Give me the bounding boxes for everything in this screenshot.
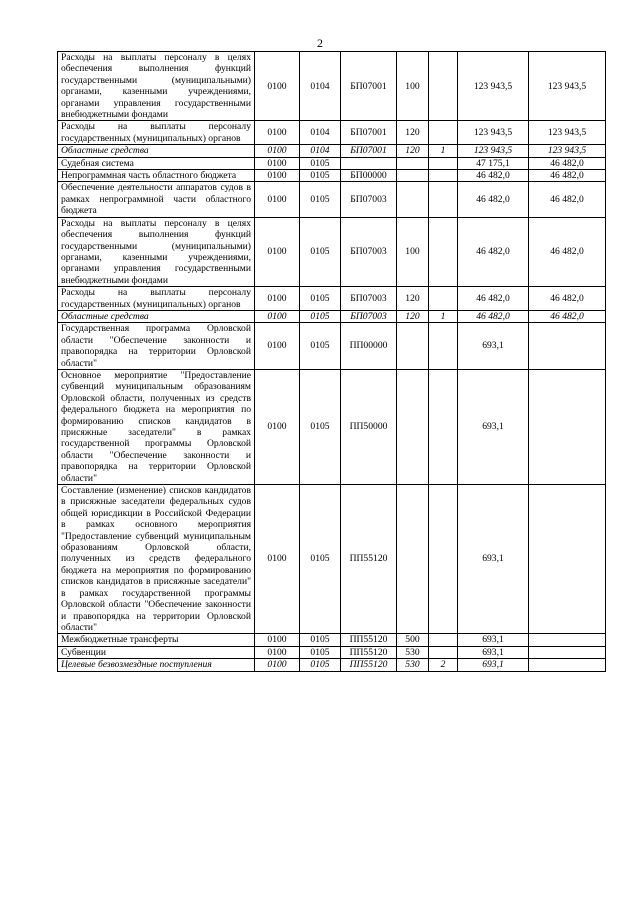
cell-subsection: 0104 [300, 145, 341, 157]
cell-subsection: 0105 [300, 170, 341, 182]
cell-name: Государственная программа Орловской области "Обеспечение законности и правопорядка на территории Орловской области" [58, 323, 255, 370]
cell-funding-source: 1 [429, 310, 458, 322]
cell-target-article: БП00000 [341, 170, 397, 182]
cell-amount-2 [529, 369, 606, 484]
cell-expense-type: 530 [397, 659, 429, 671]
cell-name: Расходы на выплаты персоналу в целях обеспечения выполнения функций государственными (муниципальными) органами, казенными учреждениями, органами управления государственными внебюджетными фондами [58, 217, 255, 286]
cell-target-article: БП07003 [341, 287, 397, 311]
cell-amount-1: 46 482,0 [458, 217, 529, 286]
cell-expense-type [397, 369, 429, 484]
cell-funding-source [429, 287, 458, 311]
cell-subsection: 0105 [300, 182, 341, 217]
cell-funding-source [429, 182, 458, 217]
page-number: 2 [317, 36, 323, 50]
cell-expense-type: 100 [397, 217, 429, 286]
cell-amount-1: 47 175,1 [458, 157, 529, 169]
cell-section: 0100 [255, 121, 300, 145]
cell-amount-2: 46 482,0 [529, 182, 606, 217]
cell-section: 0100 [255, 217, 300, 286]
table-row [58, 182, 606, 217]
cell-name: Межбюджетные трансферты [58, 634, 255, 646]
cell-target-article: ПП55120 [341, 634, 397, 646]
cell-funding-source [429, 121, 458, 145]
cell-target-article: БП07001 [341, 145, 397, 157]
cell-amount-2 [529, 634, 606, 646]
cell-section: 0100 [255, 323, 300, 370]
cell-expense-type [397, 323, 429, 370]
cell-target-article: ПП55120 [341, 485, 397, 634]
cell-amount-1: 46 482,0 [458, 310, 529, 322]
table-row [58, 217, 606, 286]
cell-amount-1: 693,1 [458, 369, 529, 484]
cell-section: 0100 [255, 145, 300, 157]
table-row [58, 121, 606, 145]
cell-section: 0100 [255, 646, 300, 658]
cell-expense-type [397, 485, 429, 634]
table-row [58, 157, 606, 169]
cell-section: 0100 [255, 157, 300, 169]
cell-subsection: 0105 [300, 217, 341, 286]
cell-section: 0100 [255, 182, 300, 217]
cell-expense-type: 120 [397, 310, 429, 322]
cell-name: Расходы на выплаты персоналу государственных (муниципальных) органов [58, 121, 255, 145]
cell-funding-source [429, 157, 458, 169]
cell-funding-source [429, 323, 458, 370]
cell-target-article: БП07001 [341, 121, 397, 145]
cell-subsection: 0105 [300, 310, 341, 322]
table-row [58, 323, 606, 370]
cell-subsection: 0105 [300, 287, 341, 311]
cell-amount-2: 46 482,0 [529, 157, 606, 169]
cell-amount-1: 693,1 [458, 634, 529, 646]
cell-section: 0100 [255, 634, 300, 646]
cell-funding-source [429, 170, 458, 182]
table-row [58, 145, 606, 157]
cell-target-article: БП07003 [341, 310, 397, 322]
cell-subsection: 0105 [300, 646, 341, 658]
cell-expense-type [397, 157, 429, 169]
cell-funding-source [429, 646, 458, 658]
cell-amount-2: 46 482,0 [529, 287, 606, 311]
cell-funding-source [429, 52, 458, 121]
cell-section: 0100 [255, 170, 300, 182]
cell-funding-source [429, 369, 458, 484]
cell-name: Обеспечение деятельности аппаратов судов в рамках непрограммной части областного бюджета [58, 182, 255, 217]
table-row [58, 634, 606, 646]
cell-subsection: 0105 [300, 485, 341, 634]
cell-amount-1: 693,1 [458, 646, 529, 658]
cell-amount-2 [529, 485, 606, 634]
cell-amount-2: 123 943,5 [529, 121, 606, 145]
cell-expense-type [397, 170, 429, 182]
cell-section: 0100 [255, 659, 300, 671]
cell-amount-1: 693,1 [458, 485, 529, 634]
cell-name: Расходы на выплаты персоналу государственных (муниципальных) органов [58, 287, 255, 311]
cell-target-article [341, 157, 397, 169]
cell-amount-2 [529, 646, 606, 658]
cell-name: Расходы на выплаты персоналу в целях обеспечения выполнения функций государственными (муниципальными) органами, казенными учреждениями, органами управления государственными внебюджетными фондами [58, 52, 255, 121]
cell-expense-type: 500 [397, 634, 429, 646]
cell-expense-type: 530 [397, 646, 429, 658]
table-row [58, 287, 606, 311]
cell-target-article: ПП50000 [341, 369, 397, 484]
cell-amount-1: 46 482,0 [458, 182, 529, 217]
cell-target-article: БП07003 [341, 217, 397, 286]
cell-subsection: 0105 [300, 369, 341, 484]
cell-subsection: 0105 [300, 323, 341, 370]
cell-amount-2: 46 482,0 [529, 310, 606, 322]
cell-name: Субвенции [58, 646, 255, 658]
cell-section: 0100 [255, 369, 300, 484]
cell-subsection: 0104 [300, 121, 341, 145]
cell-amount-1: 693,1 [458, 323, 529, 370]
cell-section: 0100 [255, 287, 300, 311]
cell-amount-2: 123 943,5 [529, 145, 606, 157]
cell-target-article: ПП55120 [341, 646, 397, 658]
cell-target-article: ПП55120 [341, 659, 397, 671]
cell-expense-type: 120 [397, 287, 429, 311]
cell-name: Основное мероприятие "Предоставление субвенций муниципальным образованиям Орловской области, полученных из средств федерального бюджета на мероприятия по формированию списков кандидатов в присяжные заседатели" в рамках государственной программы Орловской области "Обеспечение законности и правопорядка на территории Орловской области" [58, 369, 255, 484]
table-row [58, 310, 606, 322]
budget-table-body [58, 52, 606, 672]
cell-expense-type: 120 [397, 121, 429, 145]
cell-amount-2: 46 482,0 [529, 217, 606, 286]
cell-amount-2 [529, 659, 606, 671]
cell-funding-source: 1 [429, 145, 458, 157]
cell-name: Непрограммная часть областного бюджета [58, 170, 255, 182]
cell-amount-1: 46 482,0 [458, 287, 529, 311]
cell-amount-1: 123 943,5 [458, 145, 529, 157]
table-row [58, 170, 606, 182]
cell-subsection: 0105 [300, 634, 341, 646]
cell-expense-type: 100 [397, 52, 429, 121]
cell-subsection: 0105 [300, 659, 341, 671]
cell-name: Областные средства [58, 310, 255, 322]
cell-amount-2: 123 943,5 [529, 52, 606, 121]
cell-name: Судебная система [58, 157, 255, 169]
cell-section: 0100 [255, 485, 300, 634]
cell-amount-1: 693,1 [458, 659, 529, 671]
cell-subsection: 0105 [300, 157, 341, 169]
cell-expense-type [397, 182, 429, 217]
cell-amount-1: 123 943,5 [458, 52, 529, 121]
cell-target-article: БП07001 [341, 52, 397, 121]
cell-subsection: 0104 [300, 52, 341, 121]
budget-table [57, 51, 606, 672]
table-row [58, 52, 606, 121]
cell-amount-1: 46 482,0 [458, 170, 529, 182]
cell-funding-source [429, 634, 458, 646]
cell-section: 0100 [255, 310, 300, 322]
cell-name: Областные средства [58, 145, 255, 157]
table-row [58, 369, 606, 484]
table-row [58, 485, 606, 634]
table-row [58, 659, 606, 671]
cell-amount-2 [529, 323, 606, 370]
table-row [58, 646, 606, 658]
cell-funding-source [429, 217, 458, 286]
cell-name: Составление (изменение) списков кандидатов в присяжные заседатели федеральных судов общей юрисдикции в Российской Федерации в рамках основного мероприятия "Предоставление субвенций муниципальным образованиям Орловской области, полученных из средств федерального бюджета на мероприятия по формированию списков кандидатов в присяжные заседатели" в рамках государственной программы Орловской области "Обеспечение законности и правопорядка на территории Орловской области" [58, 485, 255, 634]
cell-target-article: ПП00000 [341, 323, 397, 370]
cell-amount-2: 46 482,0 [529, 170, 606, 182]
cell-amount-1: 123 943,5 [458, 121, 529, 145]
cell-section: 0100 [255, 52, 300, 121]
cell-funding-source [429, 485, 458, 634]
cell-target-article: БП07003 [341, 182, 397, 217]
cell-funding-source: 2 [429, 659, 458, 671]
cell-name: Целевые безвозмездные поступления [58, 659, 255, 671]
cell-expense-type: 120 [397, 145, 429, 157]
